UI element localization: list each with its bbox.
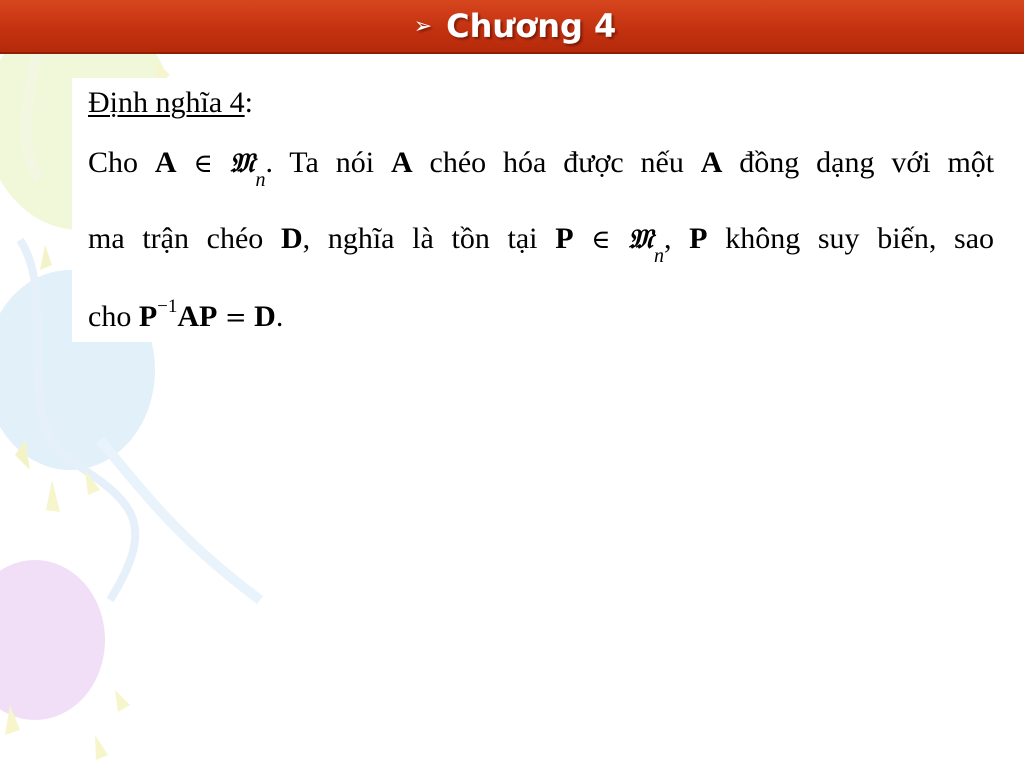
matrix-A: A (700, 146, 723, 179)
slide-title: Chương 4 (446, 7, 617, 45)
definition-line-3: cho $P^{-1}AP = D$. (88, 296, 284, 333)
confetti-shape (115, 690, 130, 712)
confetti-shape (46, 480, 60, 512)
inverse-exponent: −1 (157, 296, 178, 317)
definition-line-1: Cho A ∈ 𝔐$_n$. Ta nói A chéo hóa được nếu A đồng dạng với một (88, 146, 995, 191)
element-of-symbol: ∈ (591, 225, 611, 255)
matrix-D: D (254, 300, 276, 333)
definition-box (72, 78, 994, 342)
element-of-symbol: ∈ (193, 149, 213, 179)
matrix-P: P (138, 300, 158, 333)
matrix-set-symbol: 𝔐$_n$ (229, 148, 266, 191)
matrix-A: A (154, 146, 177, 179)
equals-symbol: = (224, 303, 247, 333)
matrix-product-AP: AP (177, 300, 218, 333)
matrix-set-symbol: 𝔐$_n$ (628, 224, 664, 267)
balloon-purple (0, 560, 105, 720)
matrix-A: A (390, 146, 413, 179)
definition-line-2: ma trận chéo D, nghĩa là tồn tại P ∈ 𝔐$_n$, P không suy biến, sao (88, 222, 995, 267)
confetti-shape (95, 735, 108, 760)
arrow-bullet-icon: ➢ (413, 13, 433, 39)
definition-heading: Định nghĩa 4: (88, 86, 253, 119)
slide-header (414, 7, 617, 45)
matrix-P: P (689, 222, 708, 255)
matrix-P: P (555, 222, 574, 255)
confetti-shape (40, 245, 52, 270)
slide-header-bar (0, 0, 1024, 54)
matrix-D: D (280, 222, 303, 255)
